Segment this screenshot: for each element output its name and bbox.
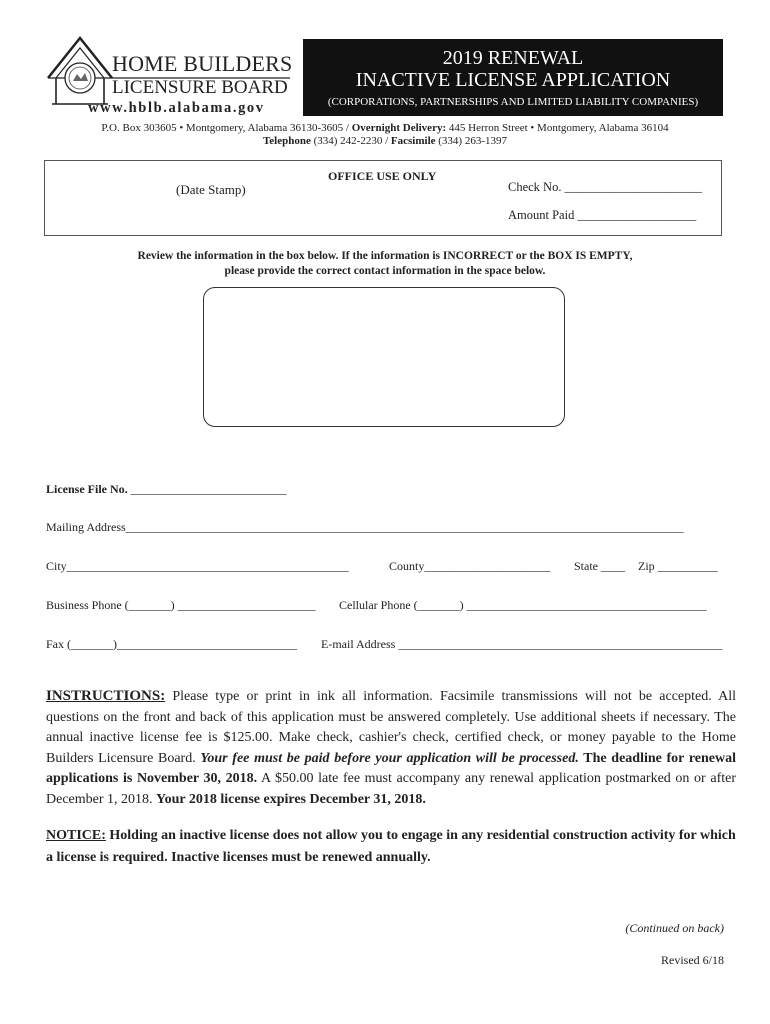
check-no-field[interactable]: Check No. ______________________: [508, 180, 703, 194]
amount-paid-field[interactable]: Amount Paid ___________________: [508, 208, 697, 222]
continued-on-back: (Continued on back): [625, 921, 724, 935]
cellular-phone-field[interactable]: Cellular Phone (_______) ________________________________________: [339, 598, 707, 612]
fax-field[interactable]: Fax (_______)______________________________: [46, 637, 297, 651]
state-field[interactable]: State ____: [574, 559, 625, 573]
revision-date: Revised 6/18: [661, 953, 724, 967]
notice-heading: NOTICE:: [46, 828, 106, 843]
org-name-line2: LICENSURE BOARD: [112, 77, 288, 98]
instructions-paragraph: INSTRUCTIONS: Please type or print in ink all information. Facsimile transmissions will not be accepted. All questions on the front and back of this application must be answered completely. Use additional sheets if necessary. The annual inactive license fee is $125.00. Make check, cashier's check, certified check, or money payable to the Home Builders Licensure Board. Your fee must be paid before your application will be processed. The deadline for renewal applications is November 30, 2018. A $50.00 late fee must accompany any renewal application postmarked on or after December 1, 2018. Your 2018 license expires December 31, 2018.: [46, 688, 736, 807]
website-url: www.hblb.alabama.gov: [88, 100, 265, 116]
business-phone-field[interactable]: Business Phone (_______) _______________________: [46, 598, 316, 612]
mailing-address-field[interactable]: Mailing Address_____________________________________________________________________________________________: [46, 520, 684, 534]
org-name-line1: HOME BUILDERS: [112, 51, 293, 76]
title-main: INACTIVE LICENSE APPLICATION: [355, 69, 671, 91]
application-title-box: [303, 39, 723, 116]
city-field[interactable]: City_______________________________________________: [46, 559, 349, 573]
mailing-address-line: P.O. Box 303605 • Montgomery, Alabama 36130-3605 / Overnight Delivery: 445 Herron Street • Montgomery, Alabama 36104: [101, 122, 669, 134]
zip-field[interactable]: Zip __________: [638, 559, 718, 573]
email-field[interactable]: E-mail Address ______________________________________________________: [321, 637, 723, 651]
title-entity-types: (CORPORATIONS, PARTNERSHIPS AND LIMITED LIABILITY COMPANIES): [327, 96, 699, 108]
date-stamp-label: (Date Stamp): [176, 182, 246, 197]
contact-info-box: [203, 287, 565, 427]
title-year: 2019 RENEWAL: [442, 47, 584, 69]
license-file-no-field[interactable]: License File No. __________________________: [46, 482, 287, 496]
instructions-heading: INSTRUCTIONS:: [46, 688, 166, 704]
notice-paragraph: NOTICE: Holding an inactive license does not allow you to engage in any residential construction activity for which a license is required. Inactive licenses must be renewed annually.: [46, 828, 736, 865]
office-use-title: OFFICE USE ONLY: [328, 169, 437, 183]
county-field[interactable]: County_____________________: [389, 559, 551, 573]
review-instruction-line1: Review the information in the box below. If the information is INCORRECT or the BOX IS EMPTY,: [137, 250, 633, 262]
review-instruction-line2: please provide the correct contact information in the space below.: [224, 265, 546, 277]
contact-numbers-line: Telephone (334) 242-2230 / Facsimile (334) 263-1397: [262, 135, 508, 147]
